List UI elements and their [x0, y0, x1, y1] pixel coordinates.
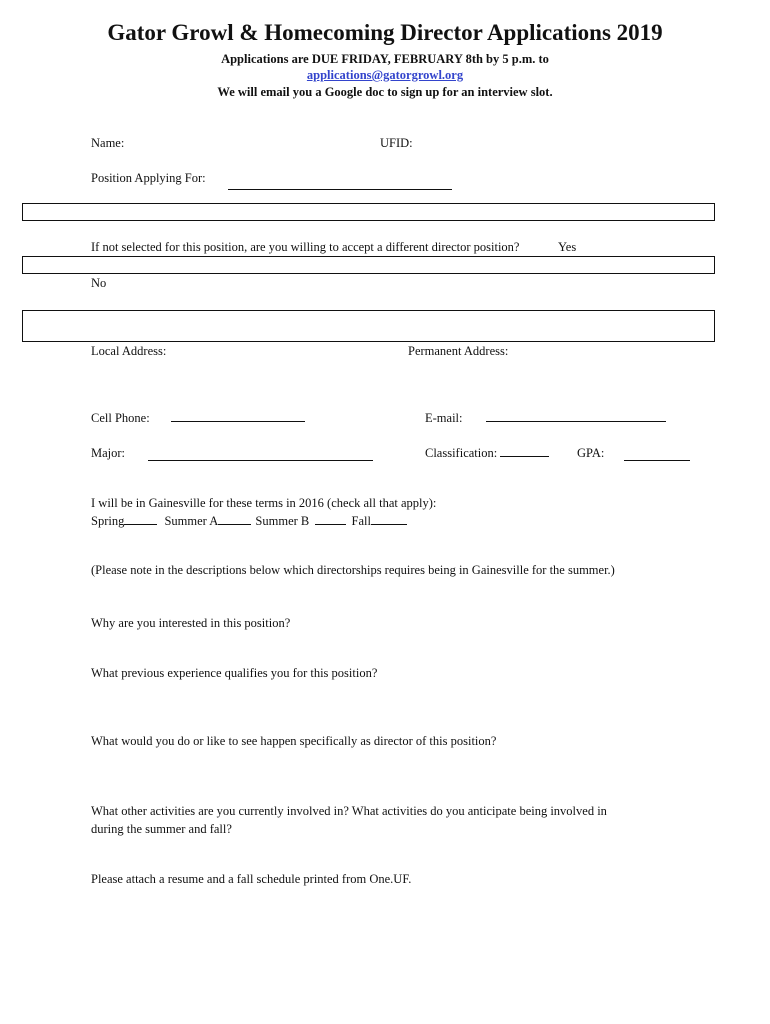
term-summer-a-blank[interactable] — [218, 513, 251, 525]
question-goals: What would you do or like to see happen specifically as director of this position? — [91, 734, 497, 748]
gpa-underline[interactable] — [624, 460, 690, 461]
major-label: Major: — [91, 446, 126, 460]
attachment-note: Please attach a resume and a fall schedule printed from One.UF. — [91, 872, 412, 886]
yes-option-label: Yes — [558, 240, 577, 254]
question-experience: What previous experience qualifies you for this position? — [91, 666, 378, 680]
no-option-label: No — [91, 276, 107, 290]
question-interest: Why are you interested in this position? — [91, 616, 291, 630]
gpa-label: GPA: — [577, 446, 605, 460]
yes-input-box[interactable] — [22, 256, 715, 274]
question-activities-line2: during the summer and fall? — [91, 822, 232, 836]
terms-row — [91, 513, 407, 529]
position-underline[interactable] — [228, 189, 452, 190]
term-summer-b-label: Summer B — [255, 514, 310, 528]
term-spring-label: Spring — [91, 514, 125, 528]
term-summer-a-label: Summer A — [164, 514, 219, 528]
position-label: Position Applying For: — [91, 171, 206, 185]
term-summer-b-blank[interactable] — [315, 513, 346, 525]
applications-email-link[interactable]: applications@gatorgrowl.org — [306, 68, 464, 82]
email-underline[interactable] — [486, 421, 666, 422]
summer-note: (Please note in the descriptions below which directorships requires being in Gainesville for the summer.) — [91, 563, 615, 577]
email-label: E-mail: — [425, 411, 463, 425]
page-title: Gator Growl & Homecoming Director Applications 2019 — [107, 20, 663, 45]
local-address-label: Local Address: — [91, 344, 167, 358]
no-input-box[interactable] — [22, 310, 715, 342]
classification-label: Classification: — [425, 446, 498, 460]
cell-phone-underline[interactable] — [171, 421, 305, 422]
terms-question: I will be in Gainesville for these terms in 2016 (check all that apply): — [91, 496, 437, 510]
due-date-line: Applications are DUE FRIDAY, FEBRUARY 8th by 5 p.m. to — [221, 52, 549, 66]
position-input-box[interactable] — [22, 203, 715, 221]
term-fall-blank[interactable] — [371, 513, 407, 525]
term-fall-label: Fall — [351, 514, 371, 528]
question-activities-line1: What other activities are you currently involved in? What activities do you anticipate being involved in — [91, 804, 607, 818]
permanent-address-label: Permanent Address: — [408, 344, 509, 358]
classification-underline[interactable] — [500, 456, 549, 457]
major-underline[interactable] — [148, 460, 373, 461]
term-spring-blank[interactable] — [124, 513, 157, 525]
name-label: Name: — [91, 136, 125, 150]
ufid-label: UFID: — [380, 136, 413, 150]
cell-phone-label: Cell Phone: — [91, 411, 150, 425]
alternate-position-question: If not selected for this position, are you willing to accept a different director position? — [91, 240, 520, 254]
interview-line: We will email you a Google doc to sign up for an interview slot. — [217, 85, 553, 99]
